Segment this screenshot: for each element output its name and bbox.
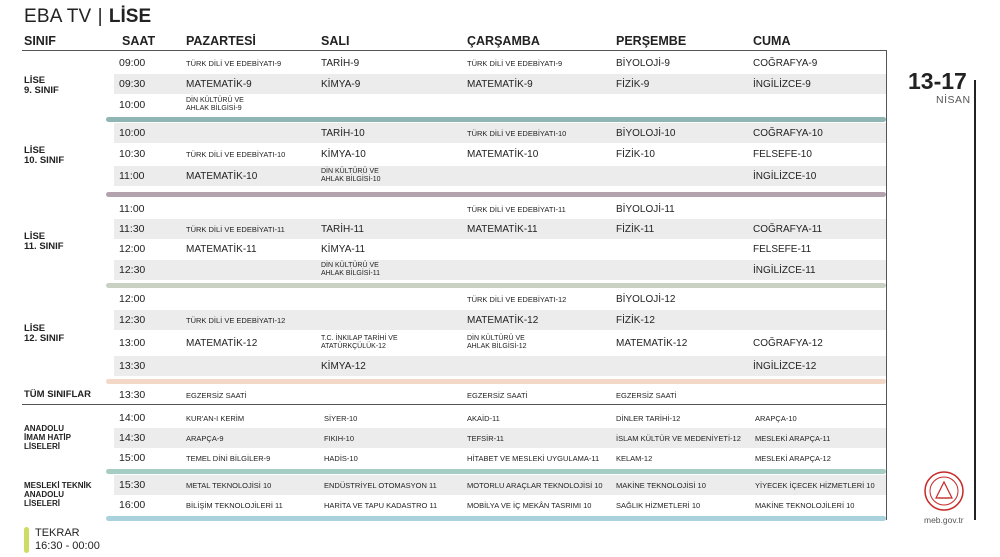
col-header-monday: PAZARTESİ [186,34,256,48]
tuesday-cell: KİMYA-10 [321,148,366,160]
schedule-row [114,74,886,94]
friday-cell: YİYECEK İÇECEK HİZMETLERİ 10 [755,480,875,490]
right-rule [974,80,976,520]
tuesday-cell: FIKIH-10 [324,433,355,443]
tuesday-cell: DİN KÜLTÜRÜ VE AHLAK BİLGİSİ-11 [321,262,381,277]
thursday-cell: MAKİNE TEKNOLOJİSİ 10 [616,480,706,490]
thursday-cell: BİYOLOJİ-10 [616,127,676,139]
friday-cell: COĞRAFYA-12 [753,337,823,349]
title-separator: | [97,6,103,27]
thursday-cell: BİYOLOJİ-12 [616,293,676,305]
monday-cell: TÜRK DİLİ VE EDEBİYATI-12 [186,315,286,325]
wednesday-cell: MOTORLU ARAÇLAR TEKNOLOJİSİ 10 [467,480,603,490]
time-cell: 14:30 [119,432,146,444]
repeat-time: 16:30 - 00:00 [35,540,100,552]
time-cell: 12:30 [119,314,146,326]
wednesday-cell: DİN KÜLTÜRÜ VE AHLAK BİLGİSİ-12 [467,335,527,350]
friday-cell: ARAPÇA-10 [755,413,797,423]
monday-cell: EGZERSİZ SAATİ [186,390,247,400]
date-range: 13-17 [908,68,967,94]
monday-cell: TÜRK DİLİ VE EDEBİYATI-11 [186,224,285,234]
schedule-row [114,332,886,354]
time-cell: 13:00 [119,337,146,349]
tuesday-cell: T.C. İNKILAP TARİHİ VE ATATÜRKÇÜLÜK-12 [321,335,398,350]
wednesday-cell: TÜRK DİLİ VE EDEBİYATI-10 [467,128,567,138]
wednesday-cell: EGZERSİZ SAATİ [467,390,528,400]
monday-cell: MATEMATİK-10 [186,170,258,182]
col-header-tuesday: SALI [321,34,350,48]
monday-cell: MATEMATİK-12 [186,337,258,349]
schedule-row [114,123,886,143]
date-month: NİSAN [936,94,971,106]
tuesday-cell: DİN KÜLTÜRÜ VE AHLAK BİLGİSİ-10 [321,168,381,183]
monday-cell: TÜRK DİLİ VE EDEBİYATI-9 [186,58,282,68]
tuesday-cell: TARİH-11 [321,223,364,235]
col-header-sinif: SINIF [24,34,56,48]
page-title [24,6,151,28]
group-label-10: LİSE 10. SINIF [24,145,65,166]
time-cell: 12:00 [119,243,146,255]
thursday-cell: İSLAM KÜLTÜR VE MEDENİYETİ-12 [616,433,741,443]
thursday-cell: SAĞLIK HİZMETLERİ 10 [616,500,701,510]
tuesday-cell: HADİS-10 [324,453,358,463]
wednesday-cell: MATEMATİK-9 [467,78,533,90]
thursday-cell: BİYOLOJİ-9 [616,57,670,69]
time-cell: 12:30 [119,264,146,276]
section-divider [106,516,886,521]
wednesday-cell: TÜRK DİLİ VE EDEBİYATI-12 [467,294,567,304]
thursday-cell: FİZİK-12 [616,314,655,326]
level-label: LİSE [108,6,152,27]
schedule-row [114,166,886,186]
thursday-cell: FİZİK-9 [616,78,650,90]
time-cell: 13:30 [119,389,146,401]
time-cell: 16:00 [119,499,146,511]
tuesday-cell: TARİH-9 [321,57,360,69]
table-right-border [886,50,887,520]
wednesday-cell: MATEMATİK-10 [467,148,539,160]
wednesday-cell: HİTABET VE MESLEKİ UYGULAMA-11 [467,453,600,463]
schedule-row [114,199,886,219]
wednesday-cell: MOBİLYA VE İÇ MEKÂN TASRIMI 10 [467,500,592,510]
repeat-label: TEKRAR [35,527,80,539]
schedule-row [114,475,886,495]
thursday-cell: KELAM-12 [616,453,653,463]
group-label-all: TÜM SINIFLAR [24,389,92,400]
friday-cell: COĞRAFYA-10 [753,127,823,139]
friday-cell: İNGİLİZCE-11 [753,264,816,276]
thursday-cell: FİZİK-10 [616,148,655,160]
group-label-mesleki: MESLEKİ TEKNİK ANADOLU LİSELERİ [24,481,92,508]
section-divider [106,192,886,197]
tuesday-cell: HARİTA VE TAPU KADASTRO 11 [324,500,438,510]
friday-cell: MESLEKİ ARAPÇA-12 [755,453,831,463]
schedule-row [114,289,886,309]
friday-cell: COĞRAFYA-11 [753,223,823,235]
meb-emblem-icon [920,470,968,512]
thursday-cell: FİZİK-11 [616,223,655,235]
schedule-row [114,495,886,515]
schedule-row [114,144,886,164]
wednesday-cell: TÜRK DİLİ VE EDEBİYATI-9 [467,58,563,68]
monday-cell: MATEMATİK-9 [186,78,252,90]
schedule-row [114,53,886,73]
schedule-row [114,239,886,259]
monday-cell: TEMEL DİNİ BİLGİLER-9 [186,453,271,463]
schedule-row [114,219,886,239]
wednesday-cell: MATEMATİK-12 [467,314,539,326]
time-cell: 14:00 [119,412,146,424]
header-divider [22,50,886,51]
time-cell: 15:00 [119,452,146,464]
monday-cell: TÜRK DİLİ VE EDEBİYATI-10 [186,149,286,159]
monday-cell: BİLİŞİM TEKNOLOJİLERİ 11 [186,500,283,510]
section-divider [106,117,886,122]
repeat-marker [24,527,29,553]
friday-cell: MAKİNE TEKNOLOJİLERİ 10 [755,500,855,510]
schedule-row [114,260,886,280]
section-line [22,404,886,405]
friday-cell: FELSEFE-10 [753,148,812,160]
monday-cell: MATEMATİK-11 [186,243,257,255]
group-label-9: LİSE 9. SINIF [24,75,59,96]
schedule-row [114,428,886,448]
site-url: meb.gov.tr [924,515,964,525]
wednesday-cell: MATEMATİK-11 [467,223,538,235]
friday-cell: MESLEKİ ARAPÇA-11 [755,433,831,443]
tuesday-cell: KİMYA-11 [321,243,366,255]
wednesday-cell: TÜRK DİLİ VE EDEBİYATI-11 [467,204,566,214]
thursday-cell: MATEMATİK-12 [616,337,688,349]
friday-cell: İNGİLİZCE-9 [753,78,811,90]
schedule-row [114,95,886,115]
tuesday-cell: TARİH-10 [321,127,365,139]
time-cell: 12:00 [119,293,146,305]
group-label-12: LİSE 12. SINIF [24,323,65,344]
schedule-row [114,408,886,428]
schedule-row [114,310,886,330]
monday-cell: KUR'AN-I KERİM [186,413,245,423]
time-cell: 15:30 [119,479,146,491]
tuesday-cell: ENDÜSTRİYEL OTOMASYON 11 [324,480,437,490]
time-cell: 10:30 [119,148,146,160]
time-cell: 11:00 [119,170,145,182]
time-cell: 11:00 [119,203,145,215]
wednesday-cell: TEFSİR-11 [467,433,504,443]
col-header-wednesday: ÇARŞAMBA [467,34,540,48]
schedule-row [114,448,886,468]
section-divider [106,379,886,384]
time-cell: 09:00 [119,57,146,69]
thursday-cell: EGZERSİZ SAATİ [616,390,677,400]
thursday-cell: BİYOLOJİ-11 [616,203,675,215]
tuesday-cell: KİMYA-9 [321,78,361,90]
time-cell: 09:30 [119,78,146,90]
monday-cell: METAL TEKNOLOJİSİ 10 [186,480,272,490]
time-cell: 10:00 [119,99,146,111]
friday-cell: İNGİLİZCE-10 [753,170,817,182]
monday-cell: DİN KÜLTÜRÜ VE AHLAK BİLGİSİ-9 [186,97,244,112]
time-cell: 13:30 [119,360,146,372]
tuesday-cell: SİYER-10 [324,413,358,423]
schedule-row [114,356,886,376]
schedule-row [114,385,886,405]
col-header-thursday: PERŞEMBE [616,34,687,48]
brand-label: EBA TV [24,6,92,27]
thursday-cell: DİNLER TARİHİ-12 [616,413,681,423]
section-divider [106,283,886,288]
friday-cell: COĞRAFYA-9 [753,57,818,69]
wednesday-cell: AKAİD-11 [467,413,500,423]
time-cell: 10:00 [119,127,146,139]
tuesday-cell: KİMYA-12 [321,360,366,372]
friday-cell: İNGİLİZCE-12 [753,360,817,372]
group-label-imam-hatip: ANADOLU İMAM HATİP LİSELERİ [24,424,71,451]
section-divider [106,469,886,474]
col-header-saat: SAAT [122,34,156,48]
monday-cell: ARAPÇA-9 [186,433,224,443]
group-label-11: LİSE 11. SINIF [24,231,64,252]
friday-cell: FELSEFE-11 [753,243,812,255]
col-header-friday: CUMA [753,34,791,48]
time-cell: 11:30 [119,223,145,235]
